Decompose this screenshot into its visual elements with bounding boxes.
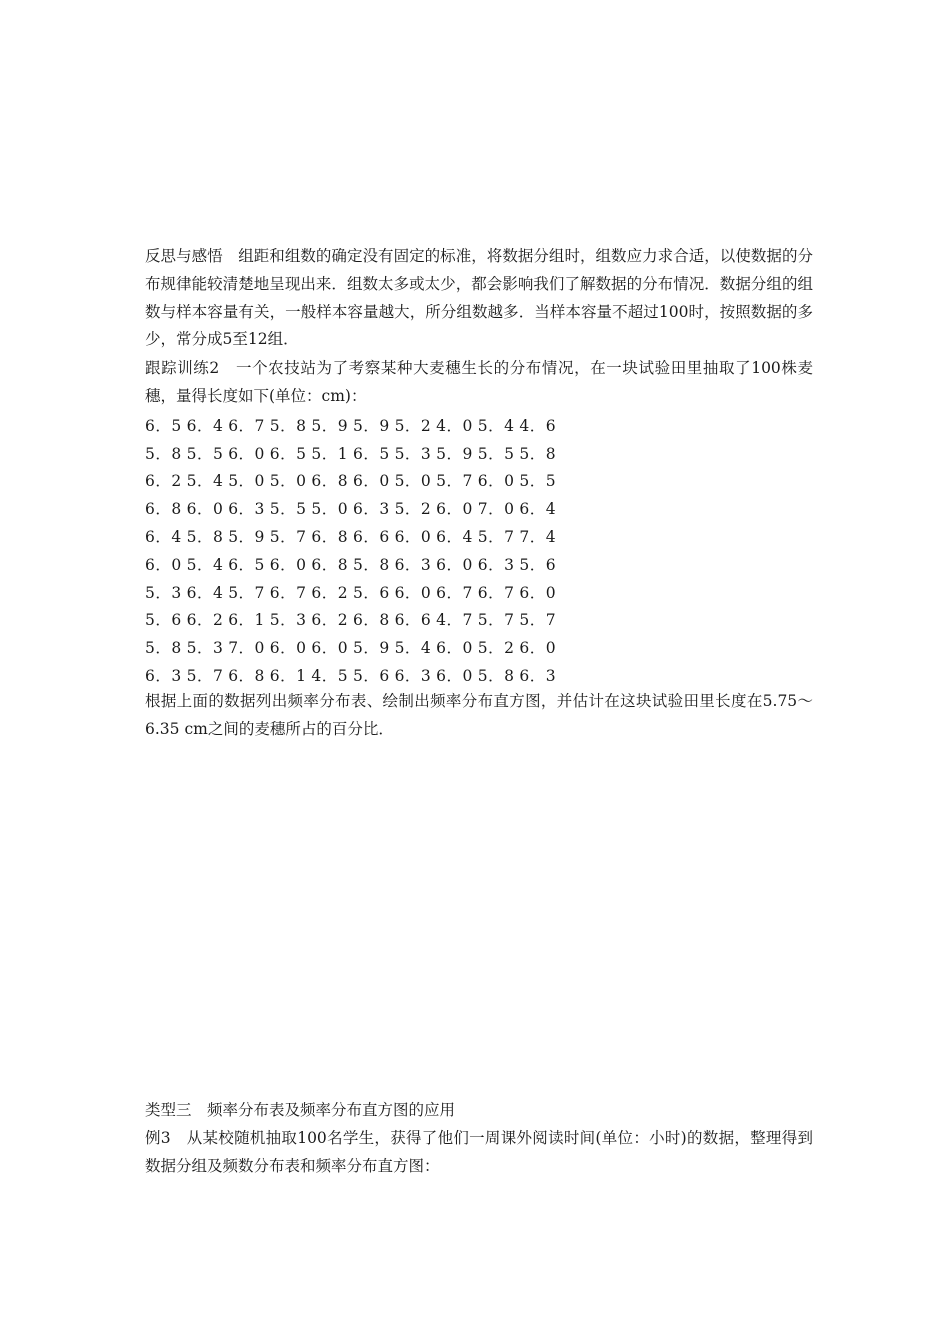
table-cell: 6．3 <box>394 667 432 686</box>
table-cell: 6．8 <box>311 472 349 491</box>
table-cell: 5．7 <box>519 611 557 630</box>
table-cell: 4．0 <box>436 416 473 435</box>
table-cell: 6．0 <box>519 639 557 658</box>
section-title: 类型三 频率分布表及频率分布直方图的应用 <box>145 1101 456 1119</box>
exercise-2-question: 根据上面的数据列出频率分布表、绘制出频率分布直方图，并估计在这块试验田里长度在5.75～6.35 cm之间的麦穗所占的百分比． <box>145 692 813 738</box>
table-cell: 5．7 <box>228 583 265 602</box>
table-cell: 6．4 <box>186 416 224 435</box>
table-cell: 5．6 <box>352 667 390 686</box>
exercise-2-paragraph: 跟踪训练2 一个农技站为了考察某种大麦穗生长的分布情况，在一块试验田里抽取了100株麦穗，量得长度如下(单位：cm)： <box>145 359 813 405</box>
table-cell: 5．5 <box>186 444 224 463</box>
table-cell: 6．0 <box>394 528 432 547</box>
table-cell: 5．0 <box>228 472 265 491</box>
table-cell: 5．8 <box>269 416 307 435</box>
example-3-paragraph: 例3 从某校随机抽取100名学生，获得了他们一周课外阅读时间(单位：小时)的数据，整理得到数据分组及频数分布表和频率分布直方图： <box>145 1128 813 1175</box>
table-cell: 6．4 <box>186 583 224 602</box>
table-cell: 5．2 <box>394 500 432 519</box>
table-cell: 6．7 <box>436 583 473 602</box>
table-row <box>145 633 561 661</box>
table-cell: 5．7 <box>477 611 515 630</box>
table-cell: 5．7 <box>436 472 473 491</box>
table-cell: 6．2 <box>311 583 349 602</box>
table-cell: 5．6 <box>519 555 557 574</box>
table-cell: 5．7 <box>269 528 307 547</box>
table-cell: 5．5 <box>477 444 515 463</box>
table-cell: 6．1 <box>228 611 265 630</box>
table-cell: 6．0 <box>145 555 182 574</box>
table-cell: 6．0 <box>228 444 265 463</box>
table-cell: 6．8 <box>352 611 390 630</box>
table-cell: 5．9 <box>311 416 349 435</box>
table-cell: 5．9 <box>436 444 473 463</box>
table-cell: 6．0 <box>519 583 557 602</box>
table-cell: 6．0 <box>436 667 473 686</box>
table-cell: 5．6 <box>145 611 182 630</box>
table-cell: 5．3 <box>269 611 307 630</box>
table-cell: 5．5 <box>519 472 557 491</box>
table-cell: 6．8 <box>311 555 349 574</box>
table-cell: 6．3 <box>519 667 557 686</box>
table-cell: 5．9 <box>352 416 390 435</box>
table-cell: 6．3 <box>228 500 265 519</box>
table-cell: 6．0 <box>269 639 307 658</box>
table-cell: 5．8 <box>519 444 557 463</box>
table-cell: 5．6 <box>352 583 390 602</box>
table-cell: 6．0 <box>436 639 473 658</box>
table-cell: 5．2 <box>394 416 432 435</box>
table-cell: 4．5 <box>311 667 349 686</box>
table-cell: 5．8 <box>145 444 182 463</box>
table-row <box>145 661 561 689</box>
table-row <box>145 411 561 439</box>
table-cell: 5．4 <box>477 416 515 435</box>
table-cell: 6．8 <box>311 528 349 547</box>
table-cell: 5．0 <box>394 472 432 491</box>
table-cell: 6．0 <box>352 472 390 491</box>
table-cell: 6．5 <box>145 416 182 435</box>
table-cell: 6．4 <box>519 500 557 519</box>
table-cell: 5．9 <box>228 528 265 547</box>
table-cell: 6．1 <box>269 667 307 686</box>
table-cell: 5．3 <box>186 639 224 658</box>
table-cell: 6．3 <box>145 667 182 686</box>
table-cell: 6．5 <box>228 555 265 574</box>
wheat-length-data-table <box>145 411 561 689</box>
table-cell: 6．8 <box>228 667 265 686</box>
table-cell: 7．4 <box>519 528 557 547</box>
table-cell: 6．5 <box>269 444 307 463</box>
table-cell: 6．6 <box>394 611 432 630</box>
table-cell: 6．4 <box>145 528 182 547</box>
table-cell: 6．0 <box>477 472 515 491</box>
table-cell: 6．2 <box>145 472 182 491</box>
table-row <box>145 550 561 578</box>
table-cell: 6．2 <box>186 611 224 630</box>
table-cell: 5．4 <box>186 472 224 491</box>
table-cell: 6．0 <box>311 639 349 658</box>
table-row <box>145 606 561 634</box>
table-cell: 5．7 <box>477 528 515 547</box>
table-cell: 6．8 <box>145 500 182 519</box>
table-cell: 6．2 <box>311 611 349 630</box>
table-cell: 5．3 <box>394 444 432 463</box>
table-cell: 7．0 <box>228 639 265 658</box>
table-cell: 5．8 <box>477 667 515 686</box>
table-row <box>145 522 561 550</box>
table-cell: 5．4 <box>186 555 224 574</box>
table-cell: 6．7 <box>269 583 307 602</box>
table-cell: 5．8 <box>145 639 182 658</box>
table-cell: 6．7 <box>477 583 515 602</box>
table-cell: 5．0 <box>269 472 307 491</box>
reflection-paragraph: 反思与感悟 组距和组数的确定没有固定的标准，将数据分组时，组数应力求合适，以使数据的分布规律能较清楚地呈现出来．组数太多或太少，都会影响我们了解数据的分布情况．数据分组的组数与样本容量有关，一般样本容量越大，所分组数越多．当样本容量不超过100时，按照数据的多少，常分成5至12组． <box>145 247 813 349</box>
table-cell: 5．1 <box>311 444 349 463</box>
table-cell: 4．6 <box>519 416 557 435</box>
table-cell: 4．7 <box>436 611 473 630</box>
table-cell: 6．4 <box>436 528 473 547</box>
table-cell: 6．0 <box>436 500 473 519</box>
table-row <box>145 578 561 606</box>
table-cell: 5．2 <box>477 639 515 658</box>
table-row <box>145 494 561 522</box>
table-cell: 5．8 <box>186 528 224 547</box>
table-cell: 5．8 <box>352 555 390 574</box>
table-cell: 5．3 <box>145 583 182 602</box>
table-cell: 6．6 <box>352 528 390 547</box>
table-cell: 6．3 <box>477 555 515 574</box>
table-row <box>145 467 561 495</box>
table-cell: 5．5 <box>269 500 307 519</box>
section-3-block <box>145 1097 813 1180</box>
table-cell: 5．7 <box>186 667 224 686</box>
table-cell: 6．0 <box>394 583 432 602</box>
table-cell: 6．0 <box>436 555 473 574</box>
table-cell: 6．0 <box>186 500 224 519</box>
table-cell: 6．0 <box>269 555 307 574</box>
table-cell: 6．7 <box>228 416 265 435</box>
table-cell: 6．3 <box>394 555 432 574</box>
table-cell: 7．0 <box>477 500 515 519</box>
table-cell: 6．3 <box>352 500 390 519</box>
table-cell: 5．4 <box>394 639 432 658</box>
table-row <box>145 439 561 467</box>
table-cell: 5．9 <box>352 639 390 658</box>
table-cell: 6．5 <box>352 444 390 463</box>
table-cell: 5．0 <box>311 500 349 519</box>
